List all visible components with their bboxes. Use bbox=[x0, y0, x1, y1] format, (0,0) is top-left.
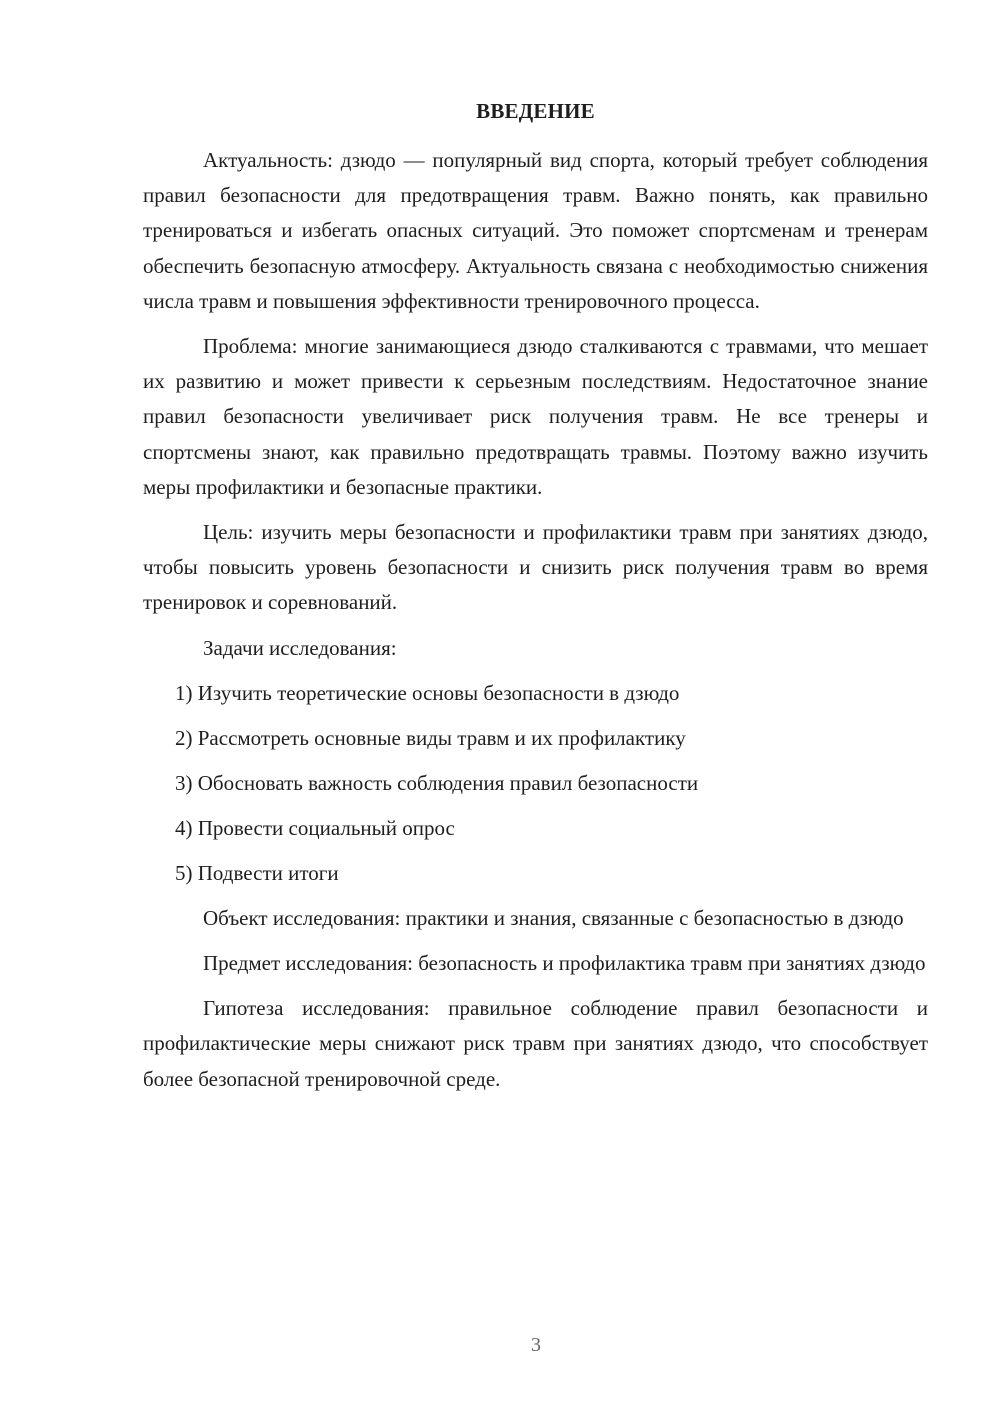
tasks-label: Задачи исследования: bbox=[203, 635, 397, 660]
task-item: 1) Изучить теоретические основы безопасности в дзюдо bbox=[175, 680, 680, 705]
task-item: 5) Подвести итоги bbox=[175, 860, 339, 885]
page-number: 3 bbox=[531, 1334, 541, 1356]
paragraph-relevance: Актуальность: дзюдо — популярный вид спорта, который требует соблюдения правил безопасности для предотвращения травм. Важно понять, как правильно тренироваться и избегать опасных ситуаций. Это поможет спортсменам и тренерам обеспечить безопасную атмосферу. Актуальность связана с необходимостью снижения числа травм и повышения эффективности тренировочного процесса. bbox=[143, 148, 928, 313]
page-title: ВВЕДЕНИЕ bbox=[476, 99, 595, 123]
document-page bbox=[143, 96, 928, 1107]
task-item: 3) Обосновать важность соблюдения правил безопасности bbox=[175, 770, 699, 795]
paragraph-hypothesis: Гипотеза исследования: правильное соблюдение правил безопасности и профилактические меры снижают риск травм при занятиях дзюдо, что способствует более безопасной тренировочной среде. bbox=[143, 996, 928, 1091]
paragraph-problem: Проблема: многие занимающиеся дзюдо сталкиваются с травмами, что мешает их развитию и может привести к серьезным последствиям. Недостаточное знание правил безопасности увеличивает риск получения травм. Не все тренеры и спортсмены знают, как правильно предотвращать травмы. Поэтому важно изучить меры профилактики и безопасные практики. bbox=[143, 334, 928, 499]
task-item: 4) Провести социальный опрос bbox=[175, 815, 455, 840]
paragraph-object: Объект исследования: практики и знания, связанные с безопасностью в дзюдо bbox=[203, 905, 904, 930]
paragraph-goal: Цель: изучить меры безопасности и профилактики травм при занятиях дзюдо, чтобы повысить уровень безопасности и снизить риск получения травм во время тренировок и соревнований. bbox=[143, 520, 928, 615]
paragraph-subject: Предмет исследования: безопасность и профилактика травм при занятиях дзюдо bbox=[203, 951, 926, 976]
tasks-list bbox=[143, 676, 928, 891]
task-item: 2) Рассмотреть основные виды травм и их профилактику bbox=[175, 725, 686, 750]
